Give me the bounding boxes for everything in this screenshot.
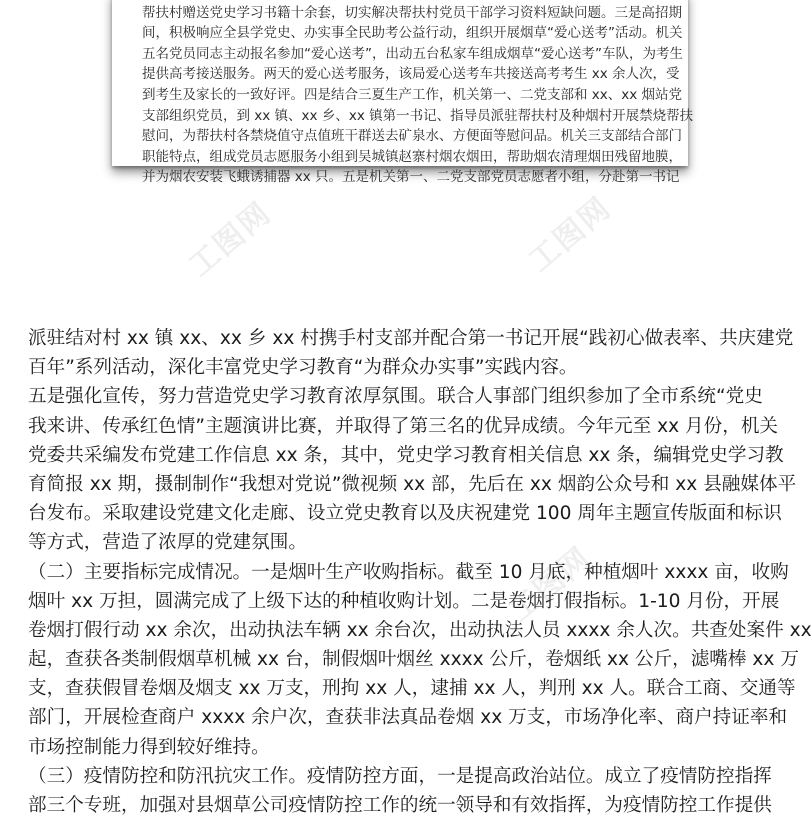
watermark: 工图网 [502, 540, 599, 629]
body-line: 烟叶 xx 万担，圆满完成了上级下达的种植收购计划。二是卷烟打假指标。1-10 月份，开展 [28, 590, 780, 612]
body-line: （三）疫情防控和防汛抗灾工作。疫情防控方面，一是提高政治站位。成立了疫情防控指挥 [28, 765, 772, 787]
document-body [28, 324, 812, 820]
preview-line: 间，积极响应全县学党史、办实事全民助考公益行动，组织开展烟草“爱心送考”活动。机关 [142, 25, 683, 42]
body-line: 党委共采编发布党建工作信息 xx 条，其中，党史学习教育相关信息 xx 条，编辑党史学习教 [28, 444, 784, 466]
preview-line: 五名党员同志主动报名参加“爱心送考”，出动五台私家车组成烟草“爱心送考”车队，为考生 [142, 45, 683, 62]
body-line: 部三个专班，加强对县烟草公司疫情防控工作的统一领导和有效指挥，为疫情防控工作提供 [28, 795, 772, 816]
body-line: 市场控制能力得到较好维持。 [28, 736, 270, 758]
body-line: 育简报 xx 期，摄制制作“我想对党说”微视频 xx 部，先后在 xx 烟韵公众号和 xx 县融媒体平 [28, 473, 797, 495]
body-line: 等方式，营造了浓厚的党建氛围。 [28, 532, 307, 554]
body-line: 五是强化宣传，努力营造党史学习教育浓厚氛围。联合人事部门组织参加了全市系统“党史 [28, 386, 763, 408]
body-line: 百年”系列活动，深化丰富党史学习教育“为群众办实事”实践内容。 [28, 357, 578, 379]
preview-line: 并为烟农安装飞蛾诱捕器 xx 只。五是机关第一、二党支部党员志愿者小组，分赴第一书记 [142, 169, 680, 186]
body-line: 支，查获假冒卷烟及烟支 xx 万支，刑拘 xx 人，逮捕 xx 人，判刑 xx 人。联合工商、交通等 [28, 678, 796, 700]
body-line: 台发布。采取建设党建文化走廊、设立党史教育以及庆祝建党 100 周年主题宣传版面和标识 [28, 503, 782, 525]
watermark: 工图网 [522, 190, 619, 279]
watermark: 工图网 [182, 195, 279, 284]
body-line: 派驻结对村 xx 镇 xx、xx 乡 xx 村携手村支部并配合第一书记开展“践初心做表率、共庆建党 [28, 328, 794, 349]
body-line: （二）主要指标完成情况。一是烟叶生产收购指标。截至 10 月底，种植烟叶 xxxx 亩，收购 [28, 561, 789, 583]
preview-text-block [142, 0, 694, 188]
body-line: 部门，开展检查商户 xxxx 余户次，查获非法真品卷烟 xx 万支，市场净化率、商户持证率和 [28, 707, 788, 729]
preview-line: 慰问，为帮扶村各禁烧值守点值班干群送去矿泉水、方便面等慰问品。机关三支部结合部门 [142, 128, 682, 145]
preview-line: 支部组织党员，到 xx 镇、xx 乡、xx 镇第一书记、指导员派驻帮扶村及种烟村开展禁烧帮扶 [142, 107, 694, 124]
body-line: 我来讲、传承红色情”主题演讲比赛，并取得了第三名的优异成绩。今年元至 xx 月份，机关 [28, 415, 779, 437]
preview-line: 到考生及家长的一致好评。四是结合三夏生产工作，机关第一、二党支部和 xx、xx 烟站党 [142, 86, 683, 103]
preview-line: 帮扶村赠送党史学习书籍十余套，切实解决帮扶村党员干部学习资料短缺问题。三是高招期 [142, 4, 682, 21]
body-line: 卷烟打假行动 xx 余次，出动执法车辆 xx 余台次，出动执法人员 xxxx 余人次。共查处案件 xx [28, 619, 812, 641]
body-line: 起，查获各类制假烟草机械 xx 台，制假烟叶烟丝 xxxx 公斤，卷烟纸 xx 公斤，滤嘴棒 xx 万 [28, 649, 799, 671]
preview-line: 职能特点，组成党员志愿服务小组到吴城镇赵寨村烟农烟田，帮助烟农清理烟田残留地膜， [142, 148, 682, 165]
document-page-preview [112, 0, 694, 186]
preview-line: 提供高考接送服务。两天的爱心送考服务，该局爱心送考车共接送高考考生 xx 余人次，受 [142, 66, 680, 83]
